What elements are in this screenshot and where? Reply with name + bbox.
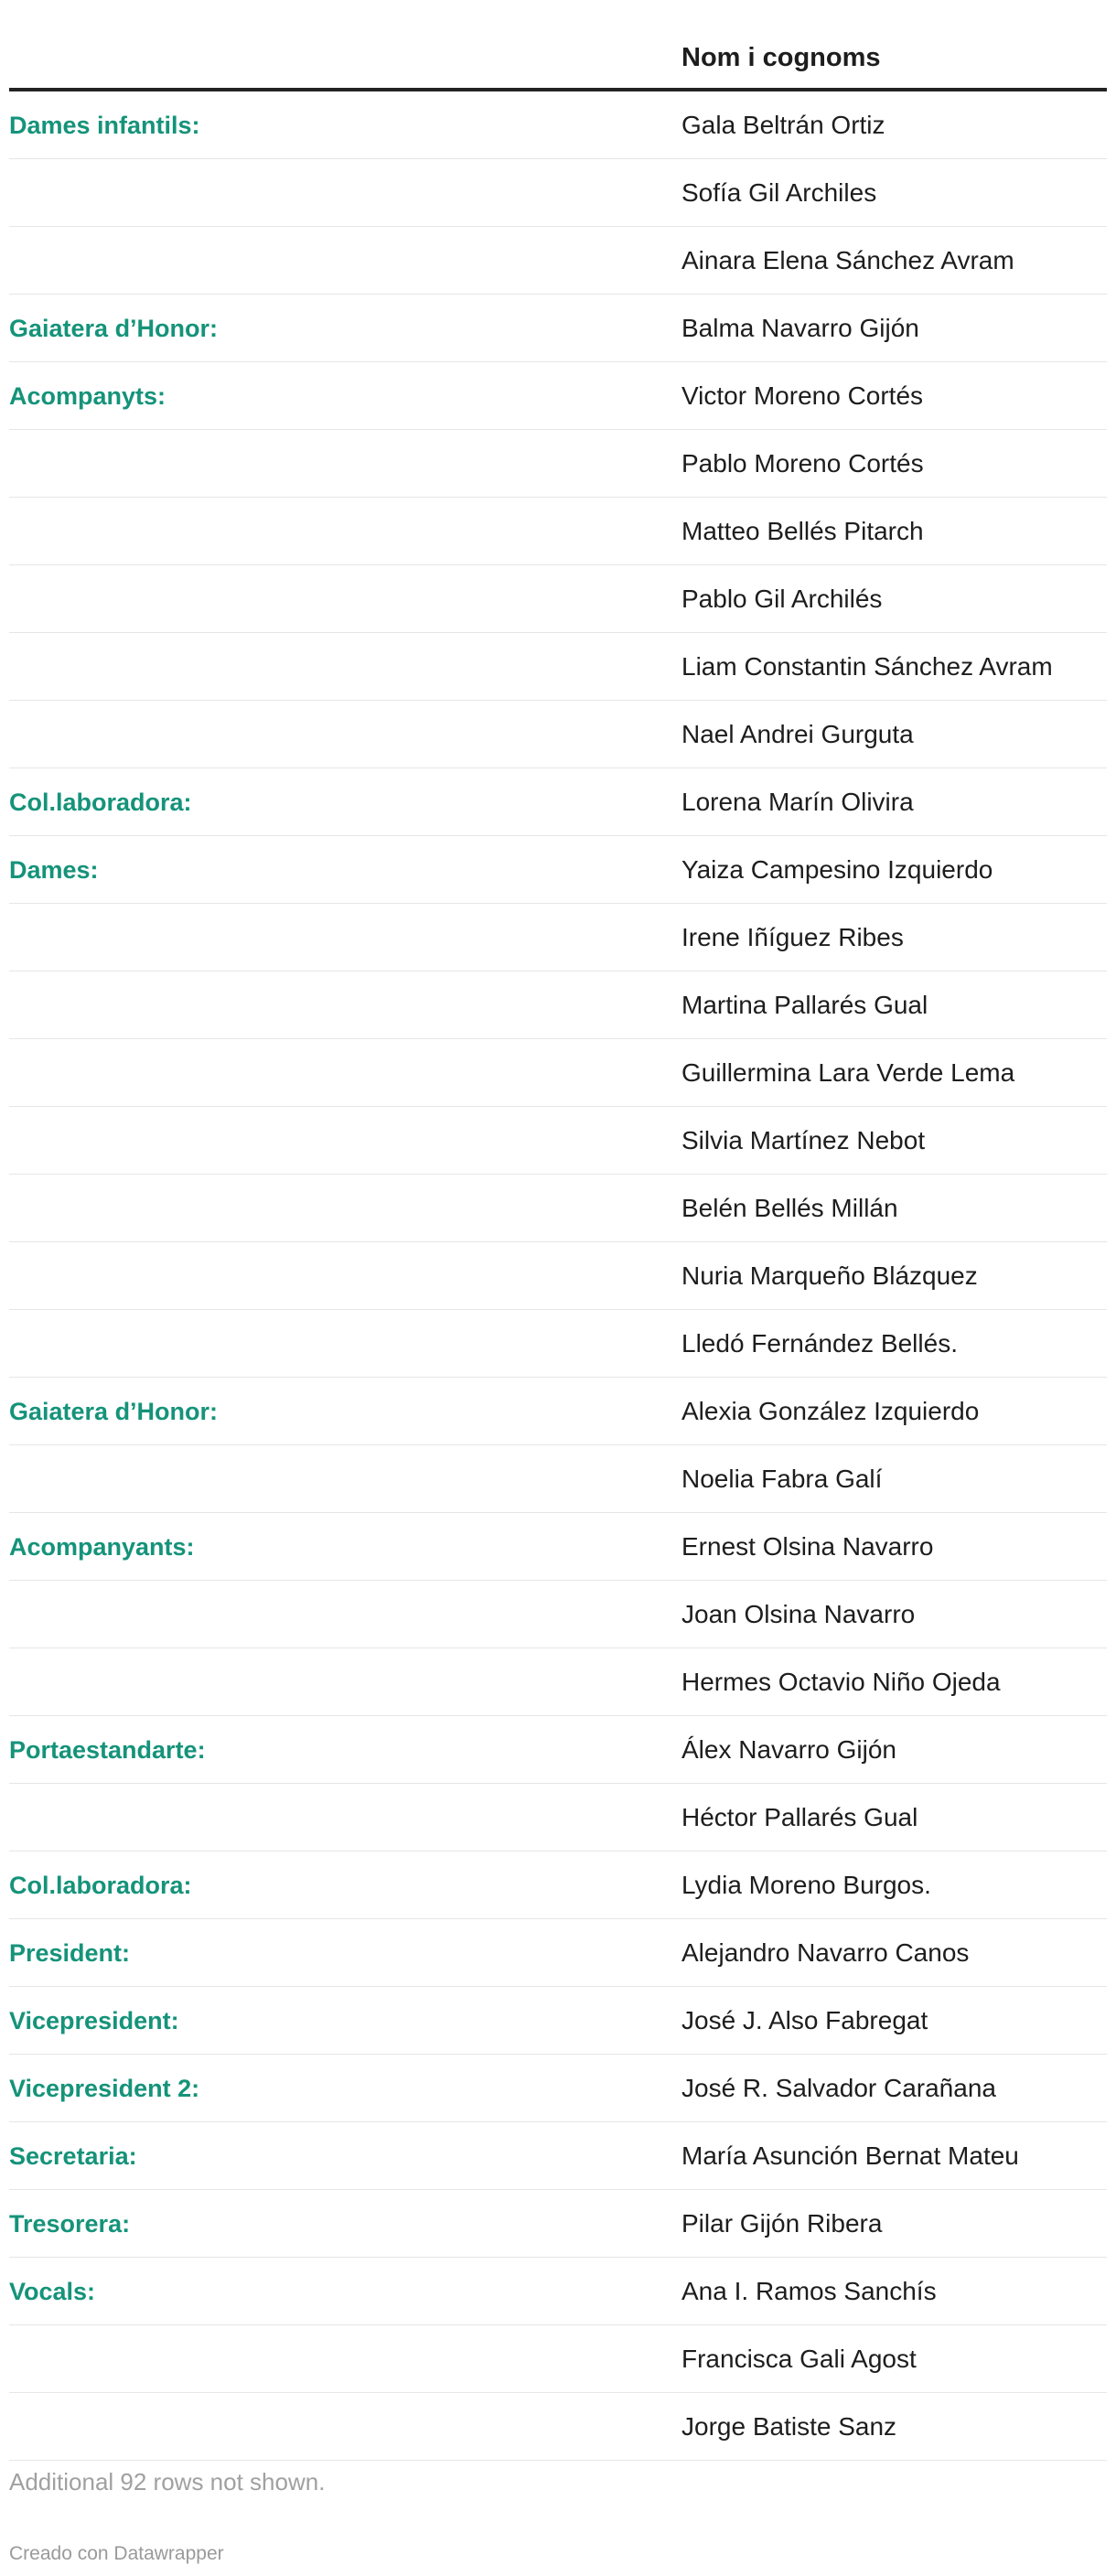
table-row [9, 1310, 1107, 1378]
name-cell: Pablo Gil Archilés [681, 585, 883, 613]
name-cell: Lydia Moreno Burgos. [681, 1871, 931, 1899]
table-row [9, 1648, 1107, 1716]
table-row [9, 2393, 1107, 2461]
name-cell: Hermes Octavio Niño Ojeda [681, 1668, 1001, 1696]
table-row [9, 2190, 1107, 2258]
table-header [9, 0, 1107, 91]
table-row [9, 836, 1107, 904]
name-cell: Ernest Olsina Navarro [681, 1532, 934, 1561]
table-row [9, 1378, 1107, 1445]
role-cell: Col.laboradora: [9, 1872, 192, 1899]
table-row [9, 768, 1107, 836]
name-cell: Francisca Gali Agost [681, 2345, 917, 2373]
table-row [9, 2122, 1107, 2190]
name-cell: Álex Navarro Gijón [681, 1735, 896, 1764]
name-cell: Jorge Batiste Sanz [681, 2412, 897, 2441]
name-cell: Alejandro Navarro Canos [681, 1938, 970, 1967]
role-cell: Gaiatera d’Honor: [9, 1398, 219, 1425]
name-cell: Nuria Marqueño Blázquez [681, 1261, 978, 1290]
table-row [9, 1513, 1107, 1581]
table-row [9, 295, 1107, 362]
table-row [9, 159, 1107, 227]
name-cell: José R. Salvador Carañana [681, 2074, 996, 2102]
name-cell: Victor Moreno Cortés [681, 381, 924, 410]
table-row [9, 91, 1107, 159]
name-cell: Pilar Gijón Ribera [681, 2209, 883, 2238]
table-row [9, 1445, 1107, 1513]
table-row [9, 1852, 1107, 1919]
table-row [9, 2055, 1107, 2122]
additional-rows-note: Additional 92 rows not shown. [9, 2468, 326, 2496]
name-cell: Silvia Martínez Nebot [681, 1126, 926, 1154]
table-row [9, 1919, 1107, 1987]
name-cell: Alexia González Izquierdo [681, 1397, 980, 1425]
role-cell: Portaestandarte: [9, 1736, 206, 1764]
table-row [9, 498, 1107, 565]
table-body [9, 91, 1107, 2461]
role-cell: Vicepresident 2: [9, 2075, 200, 2102]
table-row [9, 1242, 1107, 1310]
name-cell: José J. Also Fabregat [681, 2006, 928, 2034]
table-row [9, 430, 1107, 498]
role-cell: Dames infantils: [9, 112, 200, 139]
table-notes [9, 2461, 1107, 2523]
table-row [9, 2325, 1107, 2393]
table-row [9, 701, 1107, 768]
name-cell: Joan Olsina Navarro [681, 1600, 916, 1628]
table-row [9, 904, 1107, 971]
name-cell: Matteo Bellés Pitarch [681, 517, 924, 545]
table-row [9, 1784, 1107, 1852]
role-cell: Tresorera: [9, 2210, 131, 2238]
table-row [9, 971, 1107, 1039]
name-cell: Liam Constantin Sánchez Avram [681, 652, 1053, 681]
name-cell: Pablo Moreno Cortés [681, 449, 924, 478]
datawrapper-credit-link[interactable]: Creado con Datawrapper [9, 2543, 224, 2564]
name-cell: Lorena Marín Olivira [681, 788, 914, 816]
role-cell: Dames: [9, 856, 99, 884]
table-row [9, 1039, 1107, 1107]
name-cell: Irene Iñíguez Ribes [681, 923, 904, 951]
role-cell: Gaiatera d’Honor: [9, 315, 219, 342]
name-cell: Sofía Gil Archiles [681, 178, 877, 207]
name-cell: Lledó Fernández Bellés. [681, 1329, 958, 1358]
role-cell: Vocals: [9, 2278, 96, 2305]
role-cell: Acompanyts: [9, 382, 166, 410]
role-cell: President: [9, 1939, 131, 1967]
table-row [9, 1581, 1107, 1648]
name-cell: Héctor Pallarés Gual [681, 1803, 918, 1831]
table-row [9, 1107, 1107, 1175]
name-cell: Belén Bellés Millán [681, 1194, 898, 1222]
table-row [9, 2258, 1107, 2325]
role-cell: Secretaria: [9, 2142, 137, 2170]
name-cell: María Asunción Bernat Mateu [681, 2141, 1019, 2170]
role-cell: Col.laboradora: [9, 789, 192, 816]
column-header-name[interactable]: Nom i cognoms [681, 43, 881, 72]
role-cell: Vicepresident: [9, 2007, 179, 2034]
name-cell: Gala Beltrán Ortiz [681, 111, 885, 139]
table-row [9, 227, 1107, 295]
name-cell: Nael Andrei Gurguta [681, 720, 914, 748]
table-row [9, 633, 1107, 701]
table-row [9, 1987, 1107, 2055]
table-row [9, 362, 1107, 430]
table-row [9, 1716, 1107, 1784]
table-row [9, 1175, 1107, 1242]
name-cell: Noelia Fabra Galí [681, 1465, 883, 1493]
datawrapper-table-widget [9, 0, 1107, 2523]
name-cell: Martina Pallarés Gual [681, 991, 928, 1019]
name-cell: Ana I. Ramos Sanchís [681, 2277, 937, 2305]
name-cell: Guillermina Lara Verde Lema [681, 1058, 1015, 1087]
name-cell: Ainara Elena Sánchez Avram [681, 246, 1014, 274]
name-cell: Balma Navarro Gijón [681, 314, 919, 342]
name-cell: Yaiza Campesino Izquierdo [681, 855, 993, 884]
table-row [9, 565, 1107, 633]
role-cell: Acompanyants: [9, 1533, 195, 1561]
